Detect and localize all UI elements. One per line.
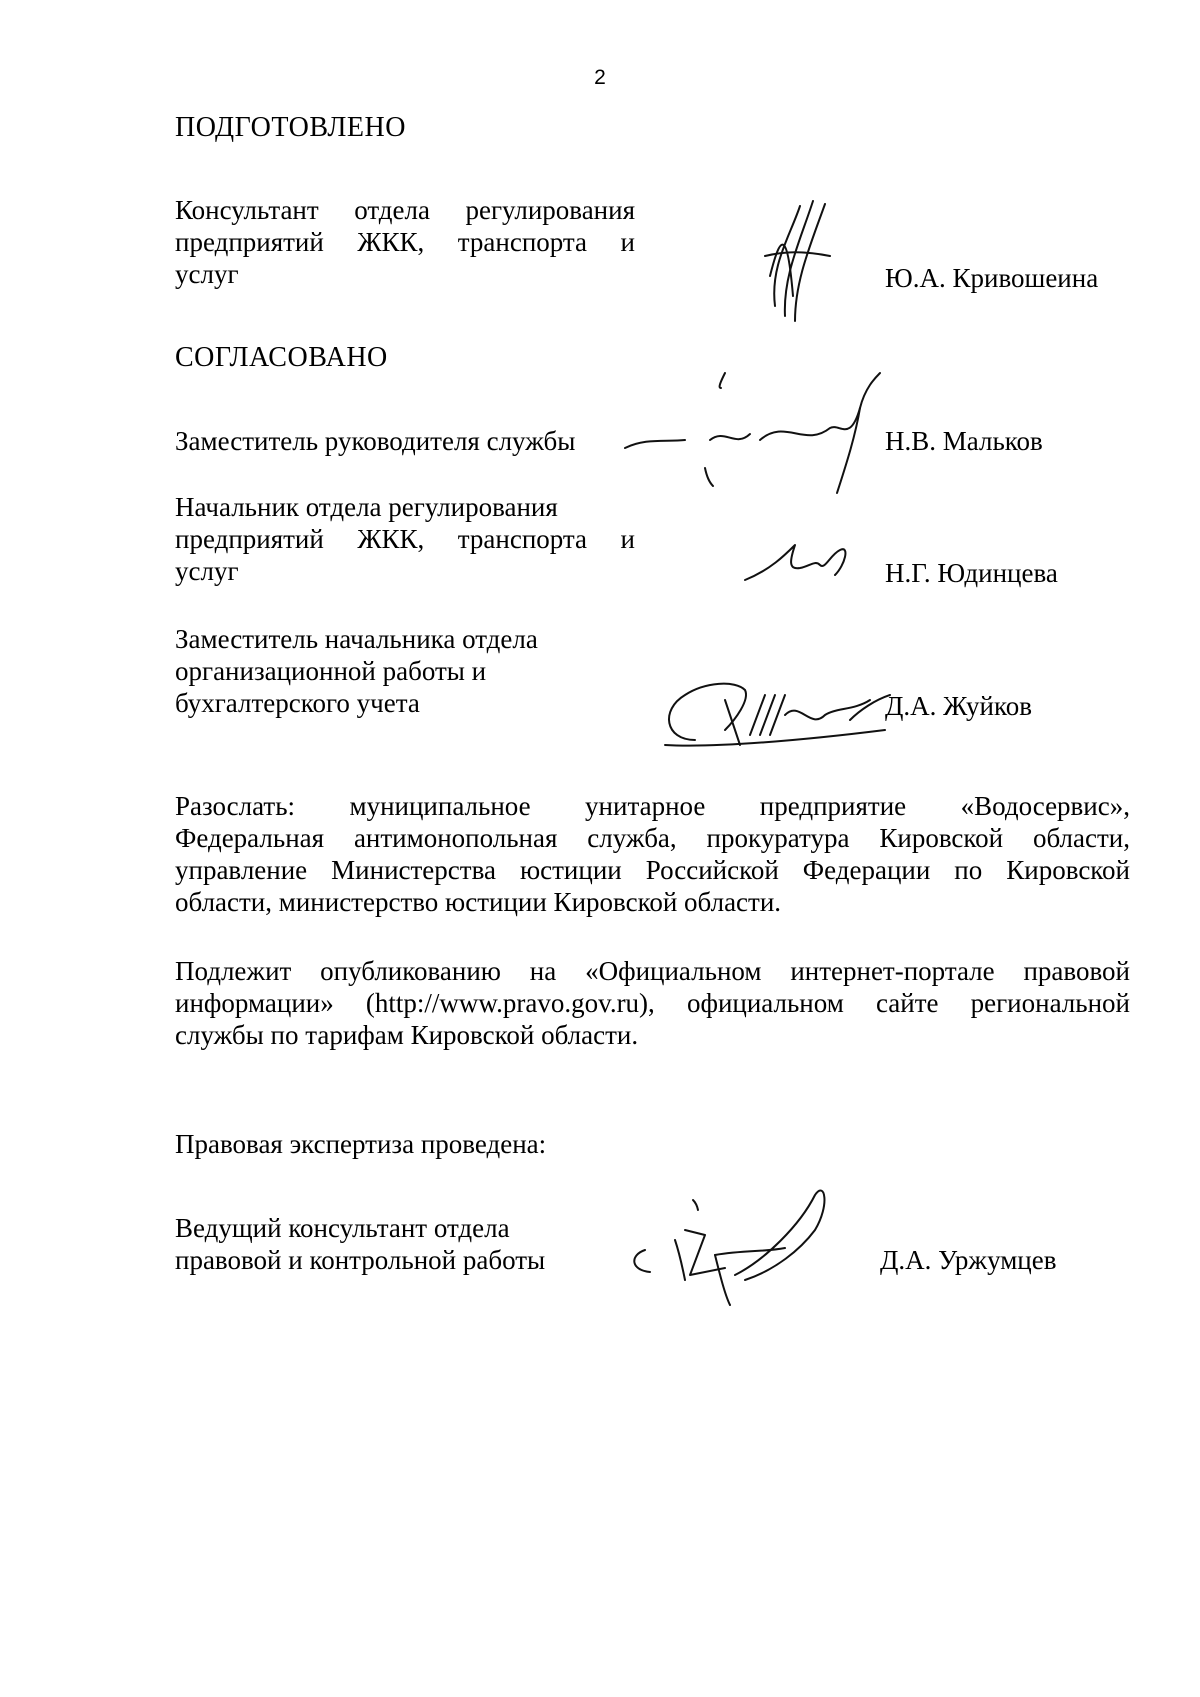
position-line: Начальник отдела регулирования <box>175 492 558 522</box>
prepared-signer-name: Ю.А. Кривошеина <box>885 263 1099 293</box>
position-line: бухгалтерского учета <box>175 688 420 718</box>
paragraph-line: управление Министерства юстиции Российской Федерации по Кировской <box>175 855 1130 885</box>
paragraph-line: области, министерство юстиции Кировской области. <box>175 887 782 917</box>
signature-urzhumtsev-icon <box>615 1180 845 1310</box>
position-line: услуг <box>175 556 239 586</box>
position-line: Заместитель руководителя службы <box>175 426 576 456</box>
agreed-signer-3-position <box>175 623 635 719</box>
position-line: предприятий ЖКК, транспорта и <box>175 524 635 554</box>
publication-paragraph <box>175 955 1130 1051</box>
position-line: услуг <box>175 259 239 289</box>
agreed-signer-1-position <box>175 425 615 457</box>
page-number: 2 <box>594 66 606 89</box>
signature-yudintseva-icon <box>740 540 860 590</box>
signature-krivosheina-icon <box>745 196 845 336</box>
signature-malkov-icon <box>615 368 895 498</box>
position-line: правовой и контрольной работы <box>175 1245 546 1275</box>
position-line: Ведущий консультант отдела <box>175 1213 510 1243</box>
position-line: Консультант отдела регулирования <box>175 195 635 225</box>
agreed-signer-2-position <box>175 491 635 587</box>
legal-review-position <box>175 1212 605 1276</box>
agreed-heading: СОГЛАСОВАНО <box>175 342 388 373</box>
position-line: организационной работы и <box>175 656 487 686</box>
prepared-heading: ПОДГОТОВЛЕНО <box>175 112 406 143</box>
signature-zhuikov-icon <box>655 670 895 755</box>
prepared-position <box>175 194 635 290</box>
legal-review-signer-name: Д.А. Уржумцев <box>880 1245 1057 1275</box>
paragraph-line: Федеральная антимонопольная служба, прокуратура Кировской области, <box>175 823 1130 853</box>
position-line: Заместитель начальника отдела <box>175 624 538 654</box>
agreed-signer-2-name: Н.Г. Юдинцева <box>885 558 1058 588</box>
legal-review-heading: Правовая экспертиза проведена: <box>175 1129 547 1159</box>
paragraph-line: службы по тарифам Кировской области. <box>175 1020 639 1050</box>
agreed-signer-1-name: Н.В. Мальков <box>885 426 1043 456</box>
distribution-paragraph <box>175 790 1130 918</box>
paragraph-line: Подлежит опубликованию на «Официальном интернет-портале правовой <box>175 956 1130 986</box>
paragraph-line: информации» (http://www.pravo.gov.ru), официальном сайте региональной <box>175 988 1130 1018</box>
agreed-signer-3-name: Д.А. Жуйков <box>885 691 1032 721</box>
paragraph-line: Разослать: муниципальное унитарное предприятие «Водосервис», <box>175 791 1130 821</box>
position-line: предприятий ЖКК, транспорта и <box>175 227 635 257</box>
